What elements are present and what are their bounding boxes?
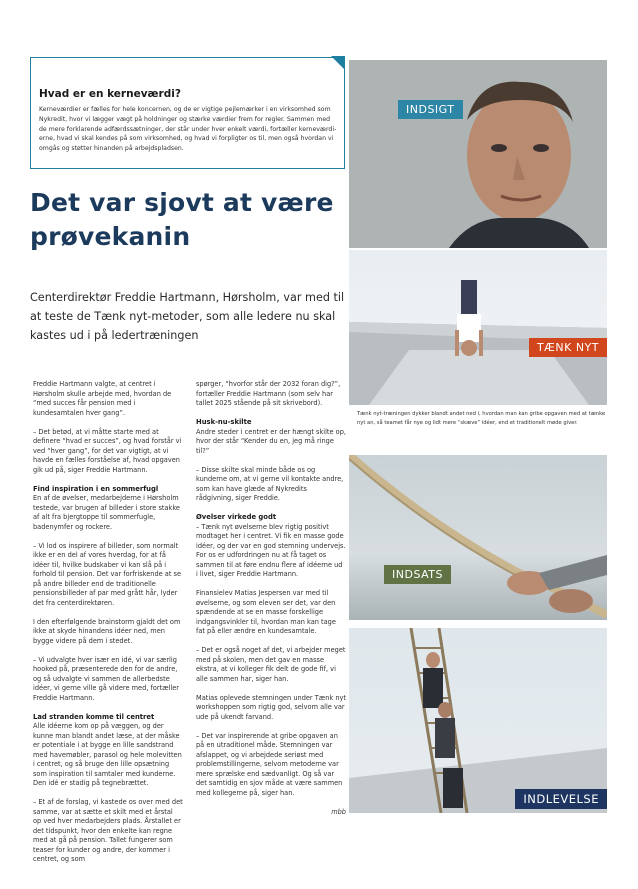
portrait-photo — [349, 60, 607, 248]
subheading: Lad stranden komme til centret — [33, 712, 155, 721]
factbox — [30, 57, 345, 169]
article-deck: Centerdirektør Freddie Hartmann, Hørsholm, var med til at teste de Tænk nyt-metoder, som alle ledere nu skal kastes ud i på ledertræningen — [30, 291, 345, 342]
rope-illustration — [349, 455, 607, 620]
paragraph: spørger, “hvorfor står der 2032 foran dig?”, fortæller Freddie Hartmann (som selv har tallet 2025 stående på sit skrivebord). — [196, 380, 341, 407]
paragraph: – Det var inspirerende at gribe opgaven an på en utraditionel måde. Stemningen var afslappet, og vi arbejdede seriøst med problemstillingerne, selvom metoderne var mere sprælske end sædvanligt. Og så var det samtidig en sjov måde at være sammen med kollegerne på, siger han. — [196, 731, 343, 797]
handstand-photo — [349, 250, 607, 405]
paragraph: – Vi udvalgte hver især en idé, vi var særlig hooked på, præsenterede den for de andre, og så udvalgte vi sammen de allerbedste idéer, vi gerne ville gå videre med, fortæller Freddie Hartmann. — [33, 655, 180, 702]
paragraph: En af de øvelser, medarbejderne i Hørsholm testede, var brugen af billeder i store stakke af alt fra bjergtoppe til sommerfugle, badenymfer og rockere. — [33, 494, 180, 531]
article-column-2 — [196, 380, 346, 827]
portrait-illustration — [349, 60, 607, 248]
paragraph: Finansielev Matias Jespersen var med til øvelserne, og som eleven ser det, var den spændende at se en masse forskellige indgangsvinkler til, hvordan man kan tage fat på eller ændre en kundesamtale. — [196, 589, 336, 635]
subheading: Øvelser virkede godt — [196, 513, 277, 521]
ladder-illustration — [349, 628, 607, 813]
indsigt-label: INDSIGT — [398, 100, 463, 119]
ladder-photo — [349, 628, 607, 813]
paragraph: – Disse skilte skal minde både os og kunderne om, at vi gerne vil kontakte andre, som kan have glæde af Nykredits rådgivning, siger Freddie. — [196, 465, 344, 502]
rope-photo — [349, 455, 607, 620]
subheading: Husk-nu-skilte — [196, 418, 252, 426]
article-headline: Det var sjovt at være prøvekanin — [30, 188, 334, 251]
paragraph: – Tænk nyt øvelserne blev rigtig positivt modtaget her i centret. Vi fik en masse gode idéer, og der var en god stemning undervejs. For os er udfordringen nu at få taget os sammen til at føre endnu flere af idéerne ud i livet, siger Freddie Hartmann. — [196, 522, 346, 578]
article-column-1 — [33, 380, 183, 874]
paragraph: – Vi lod os inspirere af billeder, som normalt ikke er en del af vores hverdag, for at få idéer til, hvilke budskaber vi kan slå på i forhold til pension. Det var forfriskende at se på andre billeder end de traditionelle pensionsbilleder af par med grått hår, lyder det fra centerdirektøren. — [33, 541, 182, 607]
factbox-title: Hvad er en kerneværdi? — [39, 88, 181, 100]
paragraph: Freddie Hartmann valgte, at centret i Hørsholm skulle arbejde med, hvordan de “med succes får pension med i kundesamtalen hver gang”. — [33, 380, 172, 417]
subheading: Find inspiration i en sommerfugl — [33, 484, 159, 493]
indlevelse-label: INDLEVELSE — [515, 789, 607, 809]
paragraph: – Det betød, at vi måtte starte med at definere “hvad er succes”, og hvad forstår vi ved “hver gang”, for det var vigtigt, at vi havde en fælles forståelse af, hvad opgaven gik ud på, siger Freddie Hartmann. — [33, 427, 182, 474]
paragraph: Alle idéerne kom op på væggen, og der kunne man blandt andet læse, at der måske er potentiale i at bygge en lille sandstrand med havemøbler, parasol og hele molevitten i centret, og så bruge den lille opsætning som inspiration til samtaler med kunderne. Den idé er stadig på tegnebrættet. — [33, 722, 182, 787]
photo-caption: Tænk nyt-træningen dykker blandt andet ned i, hvordan man kan gribe opgaven med at tænke nyt an, så teamet får nye og lidt mere “skæve” idéer, end et traditionelt møde giver. — [357, 411, 606, 426]
handstand-illustration — [349, 250, 607, 405]
paragraph: Andre steder i centret er der hængt skilte op, hvor der står “Kender du en, jeg må ringe til?” — [196, 427, 346, 455]
taenk-nyt-label: TÆNK NYT — [529, 338, 607, 357]
paragraph: – Det er også noget af det, vi arbejder meget med på skolen, men det gav en masse ekstra, at vi kolleger fik delt de gode fif, vi alle sammen har, siger han. — [196, 646, 346, 683]
indsats-label: INDSATS — [384, 565, 451, 584]
paragraph: I den efterfølgende brainstorm gjaldt det om ikke at skyde hinandens idéer ned, men bygge videre på dem i stedet. — [33, 617, 181, 645]
factbox-corner-decoration — [331, 56, 345, 70]
factbox-body: Kerneværdier er fælles for hele koncernen, og de er vigtige pejlemærker i en virksomhed som Nykredit, hvor vi lægger vægt på holdninger og stærke værdier frem for regler. Sammen med de mere forklarende adfærdssætninger, der står under hver enkelt værdi, fortæller kerneværdi-erne, hvad vi skal kendes på som virksomhed, og hvad vi forpligter os til, men også hvordan vi omgås og støtter hinanden på arbejdspladsen. — [39, 106, 337, 153]
paragraph: Matias oplevede stemningen under Tænk nyt workshoppen som rigtig god, selvom alle var ude på ukendt farvand. — [196, 693, 347, 721]
author-signature: mbb — [331, 807, 346, 816]
paragraph: – Et af de forslag, vi kastede os over med det samme, var at sætte et skilt med et årstal op ved hver medarbejders plads. Årstallet er det tidspunkt, hvor den enkelte kan regne med at gå på pension. Tallet fungerer som teaser for kunder og andre, der kommer i centret, og som — [33, 798, 183, 863]
